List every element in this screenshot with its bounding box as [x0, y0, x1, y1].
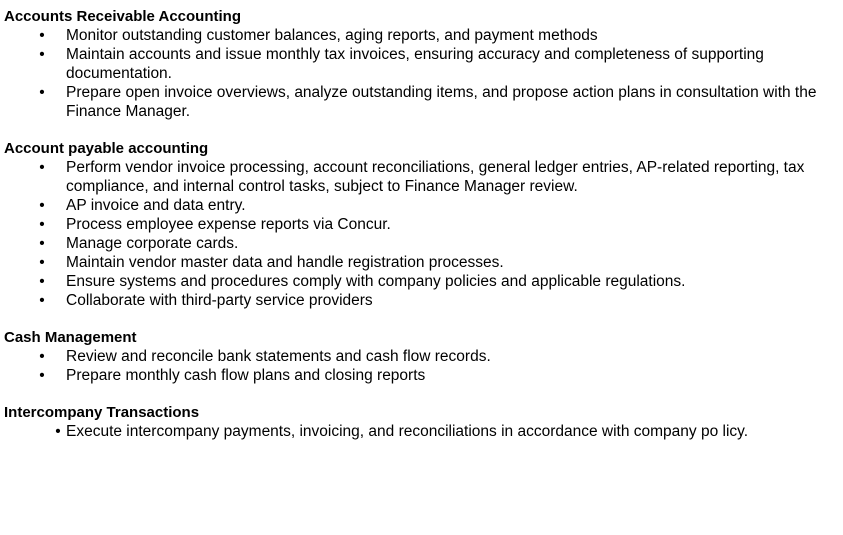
list-item-text: Maintain vendor master data and handle registration processes. [66, 254, 504, 271]
list-item [4, 158, 843, 196]
list-item [4, 366, 843, 385]
bullet-icon: • [39, 197, 45, 214]
list-item-text: Review and reconcile bank statements and cash flow records. [66, 348, 491, 365]
bullet-icon: • [39, 292, 45, 309]
list-item-text: Execute intercompany payments, invoicing, and reconciliations in accordance with company po licy. [66, 423, 749, 440]
list-item [4, 422, 843, 441]
bullet-icon: • [39, 235, 45, 252]
section-accounts-receivable [4, 7, 843, 121]
list-item [4, 253, 843, 272]
list-item-text: Perform vendor invoice processing, account reconciliations, general ledger entries, AP-related reporting, tax compliance, and internal control tasks, subject to Finance Manager review. [66, 159, 805, 195]
section-title: Cash Management [4, 329, 137, 346]
list-item-text: Manage corporate cards. [66, 235, 239, 252]
list-item-text: Prepare open invoice overviews, analyze outstanding items, and propose action plans in consultation with the Finance Manager. [66, 84, 817, 120]
list-item-text: AP invoice and data entry. [66, 197, 246, 214]
list-item-text: Maintain accounts and issue monthly tax invoices, ensuring accuracy and completeness of supporting documentation. [66, 46, 764, 82]
list-item [4, 215, 843, 234]
section-title: Account payable accounting [4, 140, 209, 157]
bullet-list [4, 26, 843, 121]
bullet-icon: • [39, 216, 45, 233]
section-accounts-payable [4, 139, 843, 310]
list-item [4, 347, 843, 366]
list-item [4, 196, 843, 215]
bullet-icon: • [39, 27, 45, 44]
bullet-icon: • [39, 84, 45, 101]
list-item [4, 234, 843, 253]
section-cash-management [4, 328, 843, 385]
list-item [4, 291, 843, 310]
section-title: Intercompany Transactions [4, 404, 200, 421]
bullet-list [4, 422, 843, 441]
bullet-icon: • [39, 348, 45, 365]
bullet-icon: • [39, 254, 45, 271]
bullet-icon: • [55, 423, 61, 440]
list-item-text: Process employee expense reports via Concur. [66, 216, 391, 233]
list-item [4, 26, 843, 45]
bullet-icon: • [39, 273, 45, 290]
bullet-icon: • [39, 46, 45, 63]
list-item [4, 45, 843, 83]
list-item-text: Collaborate with third-party service providers [66, 292, 373, 309]
bullet-list [4, 158, 843, 310]
section-intercompany-transactions [4, 403, 843, 441]
list-item [4, 272, 843, 291]
bullet-icon: • [39, 367, 45, 384]
bullet-icon: • [39, 159, 45, 176]
list-item [4, 83, 843, 121]
list-item-text: Prepare monthly cash flow plans and closing reports [66, 367, 426, 384]
list-item-text: Monitor outstanding customer balances, aging reports, and payment methods [66, 27, 598, 44]
list-item-text: Ensure systems and procedures comply with company policies and applicable regulations. [66, 273, 686, 290]
bullet-list [4, 347, 843, 385]
section-title: Accounts Receivable Accounting [4, 8, 241, 25]
